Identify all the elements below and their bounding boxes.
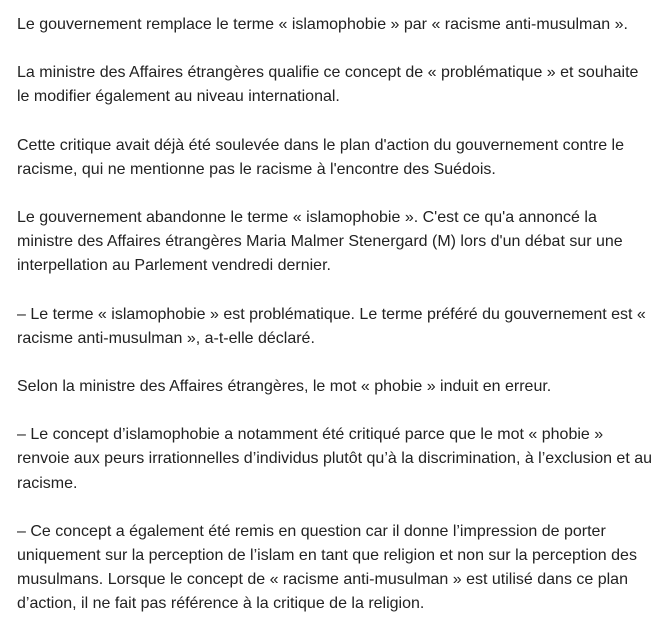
paragraph-5: – Le terme « islamophobie » est problématique. Le terme préféré du gouvernement est « racisme anti-musulman », a-t-elle déclaré. xyxy=(17,305,646,347)
paragraph-6: Selon la ministre des Affaires étrangères, le mot « phobie » induit en erreur. xyxy=(17,378,552,396)
paragraph-7: – Le concept d’islamophobie a notamment été critiqué parce que le mot « phobie » renvoie aux peurs irrationnelles d’individus plutôt qu’à la discrimination, à l’exclusion et au racisme. xyxy=(17,426,653,492)
paragraph-4: Le gouvernement abandonne le terme « islamophobie ». C'est ce qu'a annoncé la ministre des Affaires étrangères Maria Malmer Stenergard (M) lors d'un débat sur une interpellation au Parlement vendredi dernier. xyxy=(17,209,623,275)
paragraph-8: – Ce concept a également été remis en question car il donne l’impression de porter uniquement sur la perception de l’islam en tant que religion et non sur la perception des musulmans. Lorsque le concept de « racisme anti-musulman » est utilisé dans ce plan d’action, il ne fait pas référence à la critique de la religion. xyxy=(17,522,637,613)
paragraph-1: Le gouvernement remplace le terme « islamophobie » par « racisme anti-musulman ». xyxy=(17,16,628,33)
paragraph-3: Cette critique avait déjà été soulevée dans le plan d'action du gouvernement contre le racisme, qui ne mentionne pas le racisme à l'encontre des Suédois. xyxy=(17,136,624,178)
paragraph-2: La ministre des Affaires étrangères qualifie ce concept de « problématique » et souhaite le modifier également au niveau international. xyxy=(17,64,639,106)
